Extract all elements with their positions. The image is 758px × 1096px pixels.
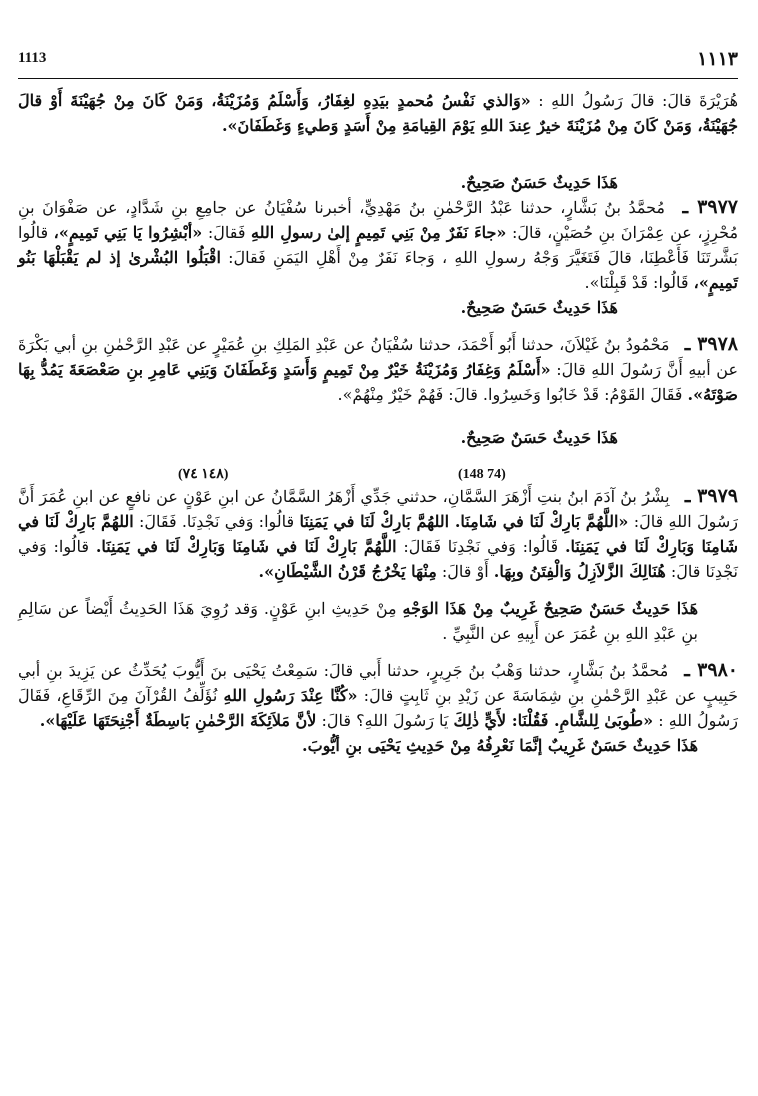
isnad-text: مُحمَّدُ بنُ بَشَّارٍ، حدثنا عَبْدُ الرَّحْمٰنِ بنُ مَهْدِيٍّ، أخبرنا سُفْيَانُ عن جامِعِ بنِ شَدَّادٍ، عن صَفْوَانَ بنِ مُحْرِزٍ، عن عِمْرَانَ بنِ حُصَيْنٍ، قالَ: [18, 198, 739, 242]
matn-quote: «أَسْلَمُ وَغِفَارُ وَمُزَيْنَةُ خَيْرٌ مِنْ تَمِيمٍ وَأَسَدٍ وَغَطَفَانَ وَبَنِي عَامِرِ بنِ صَعْصَعَةَ يَمُدُّ بِهَا صَوْتَهُ». [18, 360, 738, 404]
narration-text: نُؤَلِّفُ القُرْآنَ مِنَ الرِّقَاعِ، فَقَالَ رَسُولُ اللهِ : [18, 686, 738, 730]
hadith-3980 [18, 658, 738, 733]
isnad-text: بِشْرُ بنُ آدَمَ ابنُ بنتِ أَزْهَرَ السَّمَّانِ، حدثني جَدِّي أَزْهَرُ السَّمَّانُ عن ابنِ عَوْنٍ عن نافعٍ عن ابنِ عُمَرَ أَنَّ رَسُولَ اللهِ قالَ: [18, 487, 738, 531]
page-body [18, 88, 738, 758]
narration-text: قَالُوا: وَفي نَجْدِنَا فَقَالَ: [403, 537, 559, 556]
narration-text: قالُوا: وَفي نَجْدِنَا قالَ: [18, 537, 738, 581]
grading-bold: هَذَا حَدِيثٌ حَسَنٌ صَحِيحٌ غَرِيبٌ مِنْ هَذَا الوَجْهِ [402, 599, 699, 618]
narration-text: قَالُوا: قَدْ قَبِلْنَا». [584, 273, 689, 292]
grading-note: هَذَا حَدِيثٌ حَسَنٌ غَرِيبٌ إنَّمَا نَعْرِفُهُ مِنْ حَدِيثِ يَحْيَى بنِ أيُّوبَ. [302, 736, 698, 755]
narration-text: هُرَيْرَةَ قالَ: قالَ رَسُولُ اللهِ : [538, 91, 739, 110]
narration-text: فَقَالَ القَوْمُ: قَدْ خَابُوا وَخَسِرُوا. قالَ: فَهُمْ خَيْرٌ مِنْهُمْ». [337, 385, 683, 404]
narration-text: يَا رَسُولَ اللهِ؟ قالَ: [321, 711, 449, 730]
narration-text: قالُوا: وَفي نَجْدِنَا. فَقَالَ: [138, 512, 295, 531]
matn-quote: «طُوبَىٰ لِلشَّامِ. فَقُلْنَا: لأَيٍّ ذٰلِكَ [453, 711, 654, 730]
page-number-arabic: ١١١٣ [697, 49, 738, 70]
grading-note-extended [18, 596, 738, 646]
grading-text: مِنْ حَدِيثِ ابنِ عَوْنٍ. وَقد رُوِيَ هَذَا الحَدِيثُ أَيْضاً عن سَالِمِ بنِ عَبْدِ اللهِ بنِ عُمَرَ عن أَبِيهِ عن النَّبِيِّ . [18, 599, 698, 643]
grading-note: هَذَا حَدِيثٌ حَسَنٌ صَحِيحٌ. [460, 298, 618, 317]
hadith-3978 [18, 332, 738, 407]
hadith-number: ٣٩٧٩ ـ [684, 485, 738, 507]
matn-quote: اللهُمَّ بَارِكْ لَنَا في شَامِنَا وَبَارِكْ لَنَا في يَمَنِنَا. [18, 512, 739, 556]
hadith-number: ٣٩٧٧ ـ [682, 196, 738, 218]
matn-quote: اللَّهُمَّ بَارِكْ لَنَا في شَامِنَا وَبَارِكْ لَنَا في يَمَنِنَا. [95, 537, 397, 556]
hadith-3977 [18, 195, 738, 295]
matn-quote: «اللَّهُمَّ بَارِكْ لَنَا في شَامِنَا. اللهُمَّ بَارِكْ لَنَا في يَمَنِنَا [299, 512, 629, 531]
matn-quote: مِنْهَا يَخْرُجُ قَرْنُ الشَّيْطَانِ». [258, 562, 437, 581]
narration-text: قالُوا بَشَّرتَنَا فَأَعْطِنَا، قالَ فَتَغَيَّرَ وَجْهُ رسولِ اللهِ ، وَجاءَ نَفَرٌ مِنْ أَهْلِ اليَمَنِ فَقالَ: [18, 223, 738, 267]
page-number-latin: 1113 [18, 50, 47, 66]
matn-quote: «جاءَ نَفَرٌ مِنْ بَنِي تَمِيمٍ إلىٰ رسولِ اللهِ [251, 223, 507, 242]
matn-quote: لأنَّ مَلاَئِكَةَ الرَّحْمٰنِ بَاسِطَةٌ أَجْنِحَتَهَا عَلَيْهَا». [39, 711, 317, 730]
narration-text: أَوْ قالَ: [441, 562, 489, 581]
matn-quote: اقْبَلُوا البُشْرىٰ إذ لم يَقْبَلْهَا بَنُو تَمِيمٍ»، [18, 248, 738, 292]
hadith-3979 [18, 484, 738, 584]
header-rule [18, 78, 738, 79]
reference-latin: (148 74) [458, 467, 506, 482]
hadith-number: ٣٩٧٨ ـ [684, 333, 738, 355]
grading-note: هَذَا حَدِيثٌ حَسَنٌ صَحِيحٌ. [460, 428, 618, 447]
reference-arabic: (١٤٨ ٧٤) [178, 467, 229, 482]
matn-quote: «كُنَّا عِنْدَ رَسُولِ اللهِ [223, 686, 358, 705]
hadith-continuation [18, 88, 738, 138]
prophetic-quote: «وَالذي نَفْسُ مُحمدٍ بيَدِهِ لغِفَارُ، وَأَسْلَمُ وَمُزَيْنَةُ، وَمَنْ كَانَ مِنْ جُهَيْنَةَ أَوْ قالَ جُهَيْنَةُ، وَمَنْ كَانَ مِنْ مُزَيْنَةَ خيرٌ عِندَ اللهِ يَوْمَ القِيامَةِ مِنْ أَسَدٍ وَطيءٍ وَغَطَفَانَ». [18, 91, 738, 135]
narration-text: فَقالَ: [207, 223, 246, 242]
grading-note: هَذَا حَدِيثٌ حَسَنٌ صَحِيحٌ. [460, 173, 618, 192]
reference-row [18, 462, 738, 484]
hadith-number: ٣٩٨٠ ـ [684, 659, 738, 681]
page-header [18, 50, 738, 72]
isnad-text: مَحْمُودُ بنُ غَيْلاَنَ، حدثنا أَبُو أَحْمَدَ، حدثنا سُفْيَانُ عن عَبْدِ المَلِكِ بنِ عُمَيْرٍ عن عَبْدِ الرَّحْمٰنِ بنِ أبي بَكْرَةَ عن أبيهِ أَنَّ رَسُولَ اللهِ قالَ: [18, 335, 738, 379]
isnad-text: مُحمَّدُ بنُ بَشَّارٍ، حدثنا وَهْبُ بنُ جَرِيرٍ، حدثنا أَبي قالَ: سَمِعْتُ يَحْيَى بنَ أَيُّوبَ يُحَدِّثُ عن يَزِيدَ بنِ أبي حَبِيبٍ عن عَبْدِ الرَّحْمٰنِ بنِ شِمَاسَةَ عن زَيْدِ بنِ ثَابِتٍ قالَ: [18, 661, 739, 705]
matn-quote: هُنَالِكَ الزَّلاَزِلُ وَالْفِتَنُ وبِهَا. [493, 562, 666, 581]
matn-quote: «أبْشِرُوا يَا بَنِي تَمِيمٍ»، [53, 223, 203, 242]
